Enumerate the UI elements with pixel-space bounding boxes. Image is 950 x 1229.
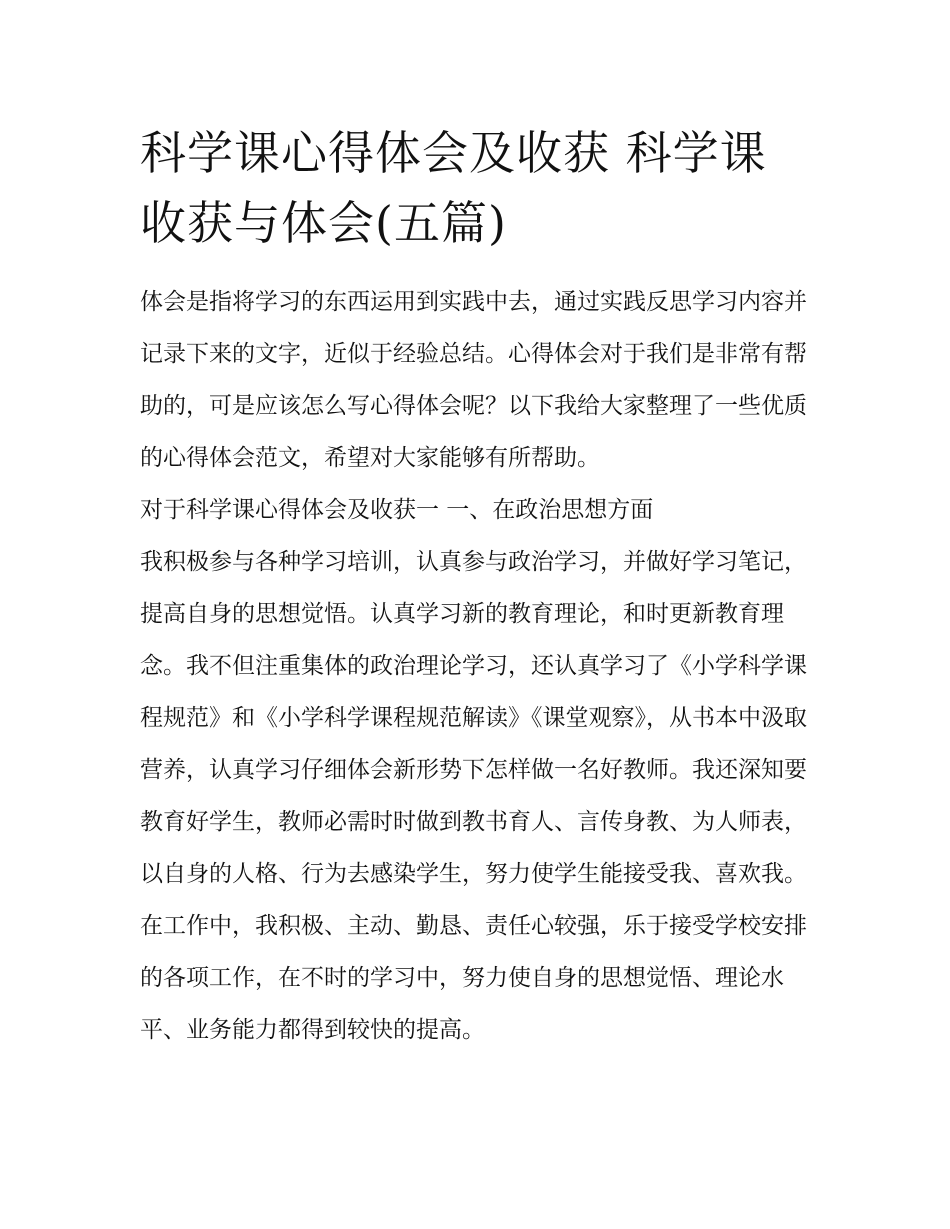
document-title: 科学课心得体会及收获 科学课 收获与体会(五篇) (140, 126, 767, 250)
document-page (140, 118, 812, 1056)
intro-paragraph: 体会是指将学习的东西运用到实践中去，通过实践反思学习内容并记录下来的文字，近似于经验总结。心得体会对于我们是非常有帮助的，可是应该怎么写心得体会呢？以下我给大家整理了一些优质的心得体会范文，希望对大家能够有所帮助。 (140, 289, 807, 471)
document-body (140, 276, 812, 1056)
section-heading: 对于科学课心得体会及收获一 一、在政治思想方面 (140, 497, 654, 523)
section-paragraph: 我积极参与各种学习培训，认真参与政治学习，并做好学习笔记，提高自身的思想觉悟。认真学习新的教育理论，和时更新教育理念。我不但注重集体的政治理论学习，还认真学习了《小学科学课程规范》和《小学科学课程规范解读》《课堂观察》，从书本中汲取营养，认真学习仔细体会新形势下怎样做一名好教师。我还深知要教育好学生，教师必需时时做到教书育人、言传身教、为人师表，以自身的人格、行为去感染学生，努力使学生能接受我、喜欢我。在工作中，我积极、主动、勤恳、责任心较强，乐于接受学校安排的各项工作，在不时的学习中，努力使自身的思想觉悟、理论水平、业务能力都得到较快的提高。 (140, 549, 807, 1043)
